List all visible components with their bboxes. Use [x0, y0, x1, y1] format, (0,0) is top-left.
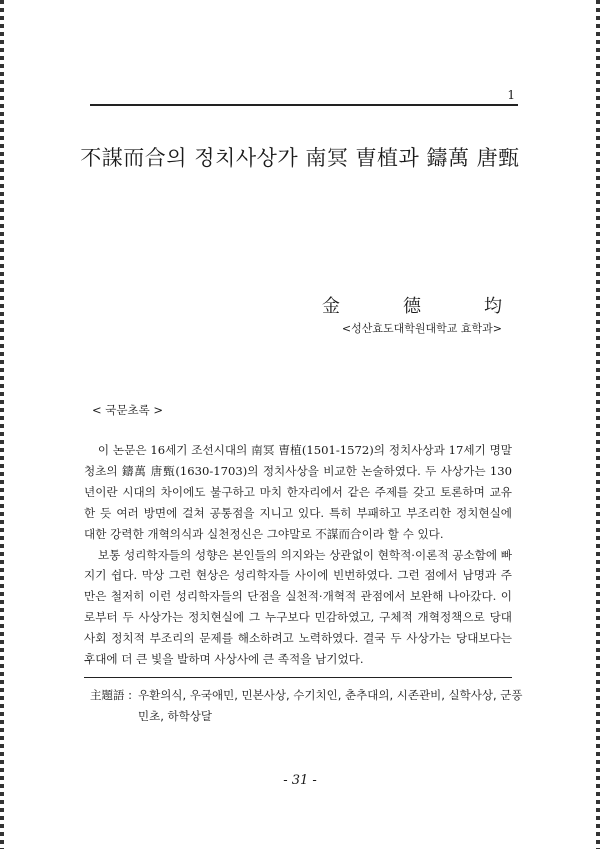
author-name-char: 金 [322, 296, 340, 317]
keywords-label: 主題語 : [90, 688, 133, 702]
abstract-paragraph: 보통 성리학자들의 성향은 본인들의 의지와는 상관없이 현학적·이론적 공소함에 빠지기 쉽다. 막상 그런 현상은 성리학자들 사이에 빈번하였다. 그런 점에서 남명과 주만은 철저히 이런 성리학자들의 단점을 실천적·개혁적 관점에서 보완해 나아갔다. 이로부터 두 사상가는 정치현실에 그 누구보다 민감하였고, 구체적 개혁정책으로 당대 사회 정치적 부조리의 문제를 해소하려고 노력하였다. 결국 두 사상가는 당대보다는 후대에 더 큰 빛을 발하며 사상사에 큰 족적을 남기었다. [84, 547, 512, 667]
running-page-number: 1 [507, 88, 515, 102]
author-name-char: 德 [403, 296, 421, 317]
scan-edge-left [0, 0, 4, 849]
abstract-label: < 국문초록 > [92, 403, 164, 417]
author-name [322, 292, 502, 318]
scan-edge-right [596, 0, 600, 849]
page-folio: - 31 - [283, 773, 317, 788]
abstract-rule [84, 677, 512, 678]
author-name-char: 均 [484, 296, 502, 317]
keywords-list: 우환의식, 우국애민, 민본사상, 수기치인, 춘추대의, 시존관비, 실학사상, 군풍민초, 하학상달 [138, 688, 523, 723]
abstract-body [84, 440, 512, 670]
paper-title: 不謀而合의 정치사상가 南冥 曺植과 鑄萬 唐甄 [80, 146, 520, 170]
author-affiliation: <성산효도대학원대학교 효학과> [341, 322, 502, 335]
abstract-paragraph: 이 논문은 16세기 조선시대의 南冥 曺植(1501-1572)의 정치사상과 17세기 명말 청초의 鑄萬 唐甄(1630-1703)의 정치사상을 비교한 논술하였다. 두 사상가는 130년이란 시대의 차이에도 불구하고 마치 한자리에서 같은 주제를 갖고 토론하며 교유한 듯 여러 방면에 걸쳐 공통점을 지니고 있다. 특히 부패하고 부조리한 정치현실에 대한 강력한 개혁의식과 실천정신은 그야말로 不謀而合이라 할 수 있다. [84, 443, 513, 541]
header-rule [90, 104, 518, 106]
keywords [90, 685, 530, 727]
